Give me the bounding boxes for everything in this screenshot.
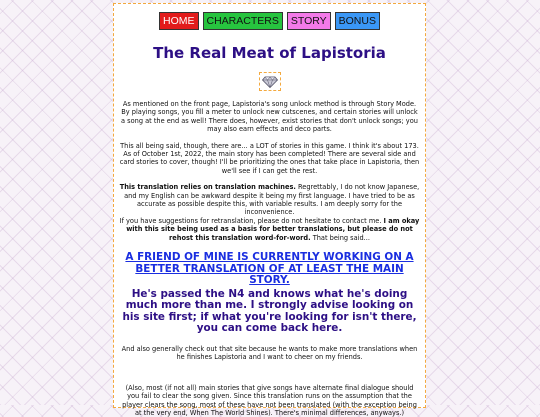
retranslation-end: That being said... [310, 233, 370, 242]
nav-bonus-button[interactable]: BONUS [335, 12, 380, 30]
translation-note-text: Regrettably, I do not know Japanese, and my English can be awkward despite it being my first language. I have tried to be as accurate as possible despite this, with variable results. I am deeply sorry for the inconvenience. [124, 183, 420, 217]
nav-characters-button[interactable]: CHARACTERS [203, 12, 283, 30]
story-count-paragraph: This all being said, though, there are... a LOT of stories in this game. I think it's about 173. As of October 1st, 2022, the main story has been completed! There are several side and card stories to cover, though! I'll be prioritizing the ones that take place in Lapistoria, then we'll see if I can get the rest. [119, 141, 420, 175]
cheer-paragraph: And also generally check out that site because he wants to make more translations when he finishes Lapistoria and I want to cheer on my friends. [121, 344, 418, 362]
friend-translation-link[interactable]: A FRIEND OF MINE IS CURRENTLY WORKING ON A BETTER TRANSLATION OF AT LEAST THE MAIN STORY. [125, 251, 414, 287]
gem-frame [259, 72, 281, 91]
translation-warning: This translation relies on translation machines. [119, 183, 296, 192]
gem-icon [262, 76, 278, 88]
translation-note-paragraph [118, 183, 421, 217]
rehost-warning: I am okay with this site being used as a basis for better translations, but please do not rehost this translation word-for-word. [126, 216, 420, 242]
nav-bar [118, 12, 421, 30]
retranslation-paragraph [118, 217, 421, 242]
friend-advice-text: He's passed the N4 and knows what he's doing much more than me. I strongly advise looking on his site first; if what you're looking for isn't there, you can come back here. [122, 287, 417, 335]
content-panel [113, 3, 426, 417]
intro-paragraph: As mentioned on the front page, Lapistoria's song unlock method is through Story Mode. By playing songs, you fill a meter to unlock new cutscenes, and certain stories will unlock a song at the end as well! There does, however, exist stories that don't unlock songs; you may also earn effects and deco parts. [121, 100, 418, 134]
page-title: The Real Meat of Lapistoria [153, 44, 386, 62]
alternate-dialogue-paragraph: (Also, most (if not all) main stories that give songs have alternate final dialogue should you fail to clear the song given. Since this translation runs on the assumption that the player clears the song, most of these have not been translated (with the exception being at the very end, When The World Shines). There's minimal differences, anyways.) [122, 383, 417, 417]
nav-home-button[interactable]: HOME [159, 12, 199, 30]
nav-story-button[interactable]: STORY [287, 12, 331, 30]
retranslation-start: If you have suggestions for retranslation, please do not hesitate to contact me. [119, 216, 384, 225]
